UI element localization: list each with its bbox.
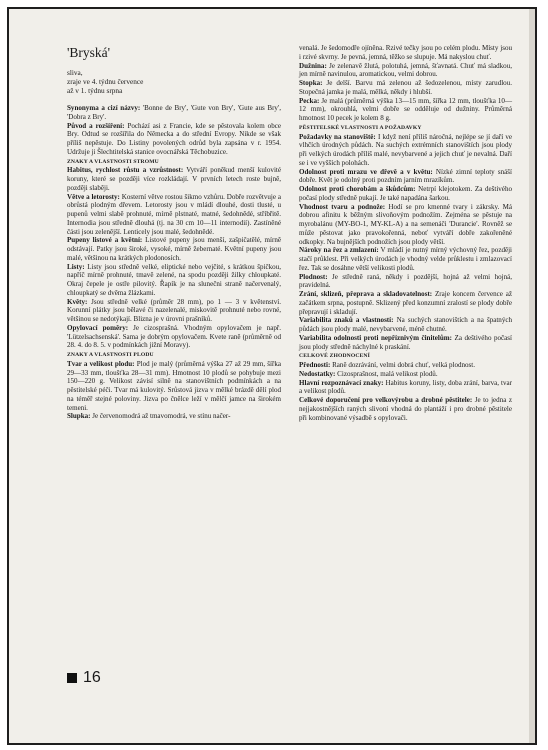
paragraph-text: Plod je malý (průměrná výška 27 až 29 mm, šířka 29—33 mm, tloušťka 28—31 mm). Hmotnost 10 plodů se pohybuje mezi 150—220 g. Velikost závisí silně na stanovištních podmínkách a na pěstitelské péči. Tvar má kulovitý. Srůstová jizva v mělké brázdě dělí plod na téměř stejné poloviny. Jizva po čnělce leží v mělčí jamce na širokém temeni. — [67, 359, 281, 412]
paragraph — [67, 324, 281, 350]
term-label: Variabilita znaků a vlastností: — [299, 316, 394, 325]
paragraph-text: Kosterní větve rostou šikmo vzhůru. Dobře rozvětvuje a obrůstá plodným dřevem. Letorosty jsou v mládí dlouhé, dosti tlusté, u pupenů velmi slabě prohnuté, mírně plstnaté, matné, šedohnědé, stříbřitě. Internodia jsou středně dlouhá (tj. na 30 cm 10—11 internodií). Zastíněné části jsou zelenější. Lenticely jsou malé, šedohnědé. — [67, 192, 281, 236]
left-column — [67, 45, 281, 421]
paragraph — [299, 203, 512, 247]
square-marker-icon — [67, 673, 77, 683]
term-label: Větve a letorosty: — [67, 192, 120, 201]
term-label: Zrání, sklizeň, přeprava a skladovatelnost: — [299, 290, 433, 298]
paragraph-text: Je zelenavě žlutá, polotuhá, jemná, šťavnatá. Chuť má sladkou, jen mírně navinulou, aromatickou, velmi dobrou. — [299, 61, 512, 79]
paragraph-text: Nízké zimní teploty snáší dobře. Květ je odolný proti pozdním jarním mrazíkům. — [299, 167, 512, 185]
paragraph — [67, 360, 281, 413]
term-label: Původ a rozšíření: — [67, 121, 125, 130]
page-number — [67, 669, 101, 687]
paragraph-text: Je to jedna z nejjakostnějších raných slivoní vhodná do plantáží i pro drobné pěstitele při kombinované výsadbě s opylovači. — [299, 396, 512, 422]
paragraph — [299, 361, 512, 370]
term-label: Květy: — [67, 297, 88, 306]
paragraph-text: Listy jsou středně velké, eliptické nebo vejčité, s krátkou špičkou, napříč mírně prohnuté, tmavě zelené, na spodu později žilky chloupkaté. Okraj čepele je ostře pilovitý. Řapík je na slunečni straně načervenalý, chloupkatý se dvěma žlázkami. — [67, 262, 281, 297]
paragraph-text: Za deštivého počasí jsou plody středně náchylné k praskání. — [299, 333, 513, 351]
paragraph — [299, 290, 512, 316]
paragraph-text: Listové pupeny jsou menší, zašpičatělé, mírně odstávají. Patky jsou široké, vysoké, mírně žebernaté. Květní pupeny jsou malé, většinou na krátkých plodonosích. — [67, 236, 281, 262]
paragraph — [299, 334, 512, 352]
right-body — [299, 44, 512, 422]
paragraph — [67, 263, 281, 298]
paragraph — [67, 166, 281, 192]
right-column — [299, 44, 512, 422]
paragraph-text: Vytváří poněkud menší kulovité koruny, které se později více rozkládají. V prvních letech roste bujně, později slaběji. — [67, 166, 281, 192]
intro-block — [67, 68, 281, 95]
paragraph — [299, 97, 512, 123]
paragraph-text: Cizosprašnost, malá velikost plodů. — [335, 369, 438, 378]
paragraph — [299, 370, 512, 379]
paragraph — [299, 62, 512, 80]
paragraph-text: Je středně raná, někdy i pozdější, hojná až velmi hojná, pravidelná. — [299, 272, 512, 290]
paragraph — [299, 316, 512, 334]
paragraph-text: Hodí se pro kmenné tvary i zákrsky. Má dobrou afinitu k běžným slivoňovým podnožím. Zejména se pěstuje na myrobalánu (MY-BO-1, MY-KL-A) a na semenáči 'Durancie'. Rovněž se může pěstovat jako pravokořenná, neboť vytváří dobře zakořeněné odkopky. Na bujnějších podnožích jsou plody větší. — [299, 202, 512, 246]
term-label: Přednosti: — [299, 361, 331, 369]
paragraph-text: Je delší. Barvu má zelenou až šedozelenou, místy zarudlou. Stopečná jamka je malá, mělká, někdy i hlubší. — [299, 79, 512, 96]
paragraph-text: Netrpí klejotokem. Za deštivého počasí plody středně pukají. Je také napadána šarkou. — [299, 185, 512, 202]
variety-title: 'Bryská' — [67, 45, 111, 60]
paragraph — [299, 246, 512, 272]
intro-line: sliva, — [67, 68, 83, 77]
section-heading: PĚSTITELSKÉ VLASTNOSTI A POŽADAVKY — [299, 124, 422, 131]
intro-line: až v 1. týdnu srpna — [67, 86, 123, 95]
paragraph-text: Jsou středně velké (průměr 28 mm), po 1 — 3 v květenství. Korunní plátky jsou bělavé či nazelenalé, miskovitě prohnuté nebo rovné, většinou se nedotýkají. Blizna je v úrovni prašníků. — [67, 297, 281, 323]
term-label: Stopka: — [299, 79, 323, 87]
paragraph — [67, 122, 281, 157]
paragraph — [299, 133, 512, 168]
paragraph-text: Je červenomodrá až tmavomodrá, ve stínu načer- — [90, 412, 231, 421]
paragraph — [67, 298, 281, 324]
term-label: Dužnina: — [299, 61, 327, 70]
term-label: Hlavní rozpoznávací znaky: — [299, 378, 384, 387]
paragraph — [299, 379, 512, 397]
term-label: Habitus, rychlost růstu a vzrůstnost: — [67, 166, 184, 175]
paragraph-text: Pochází asi z Francie, kde se pěstovala kolem obce Bry. Odtud se rozšířila do Německa a do střední Evropy. Nikde se však příliš nepěstuje. Do Listiny povolených odrůd byla zapsána v r. 1954. Udržuje ji Šlechtitelská stanice ovocnářská Těchobuzice. — [67, 121, 281, 156]
paragraph-text: V mládí je nutný mírný výchovný řez, později stačí průklest. Při velkých úrodách je vhodný velde průklestu i zmlazovací řez. Tak se dosáhne větší velikosti plodů. — [299, 246, 513, 272]
left-body — [67, 104, 281, 421]
page-number-text: 16 — [83, 669, 101, 686]
paragraph-text: Je malá (průměrná výška 13—15 mm, šířka 12 mm, tloušťka 10—12 mm), okrouhlá, velmi dobře se odděluje od dužniny. Průměrná hmotnost 10 pecek je kolem 8 g. — [299, 96, 512, 122]
term-label: Slupka: — [67, 412, 91, 421]
paragraph — [299, 44, 512, 62]
term-label: Celkové doporučení pro velkovýrobu a drobné pěstitele: — [299, 396, 473, 404]
term-label: Nároky na řez a zmlazení: — [299, 246, 379, 255]
paragraph-text: Habitus koruny, listy, doba zrání, barva, tvar a velikost plodů. — [299, 378, 513, 396]
paragraph-text: Zraje koncem července až začátkem srpna, postupně. Sklizený před konzumní zralostí se plody dobře přepravují i skladují. — [299, 290, 512, 316]
term-label: Variabilita odolnosti proti nepříznivým činitelům: — [299, 333, 452, 342]
term-label: Synonyma a cizí názvy: — [67, 104, 141, 112]
paragraph — [67, 104, 281, 122]
paragraph — [67, 236, 281, 262]
paragraph — [67, 193, 281, 237]
paragraph-text: Je cizosprašná. Vhodným opylovačem je např. 'Lützelsachsenská'. Sama je dobrým opylovačem. Kvete raně (průměrně od 28. 4. do 8. 5. v podmínkách jižní Moravy). — [67, 323, 281, 350]
paragraph — [299, 396, 512, 422]
intro-line: zraje ve 4. týdnu července — [67, 77, 144, 86]
term-label: Vhodnost tvaru a podnože: — [299, 202, 386, 211]
section-heading: CELKOVÉ ZHODNOCENÍ — [299, 353, 370, 360]
term-label: Pecka: — [299, 96, 320, 105]
paragraph-text: Na suchých stanovištích a na špatných půdách jsou plody malé, nevybarvené, méně chutné. — [299, 316, 512, 333]
term-label: Odolnost proti mrazu ve dřevě a v květu: — [299, 167, 433, 176]
paragraph-text: Raně dozrávání, velmi dobrá chuť, velká plodnost. — [330, 361, 476, 369]
paragraph — [67, 412, 281, 421]
paragraph — [299, 273, 512, 291]
term-label: Pupeny listové a květní: — [67, 236, 143, 245]
book-page — [7, 7, 537, 745]
paragraph-text: I když není příliš náročná, nejlépe se jí daří ve vlhčích úrodných půdách. Na suchých extrémních stanovištích jsou plody při velkých úrodách příliš malé, nevybarvené a jejich chuť je nevalná. Daří se i ve vyšších polohách. — [299, 132, 512, 167]
term-label: Tvar a velikost plodu: — [67, 359, 135, 368]
paragraph — [299, 168, 512, 186]
paragraph — [299, 79, 512, 97]
paragraph — [299, 185, 512, 203]
section-heading: ZNAKY A VLASTNOSTI STROMU — [67, 158, 159, 165]
section-heading: ZNAKY A VLASTNOSTI PLODU — [67, 352, 154, 358]
paragraph-text: venalá. Je šedomodře ojíněna. Rzivé tečky jsou po celém plodu. Místy jsou i rzivé skvrny. Je pevná, jemná, těžko se slupuje. Má nakyslou chuť. — [299, 44, 512, 61]
term-label: Odolnost proti chorobám a škůdcům: — [299, 185, 416, 193]
term-label: Opylovací poměry: — [67, 323, 129, 332]
paragraph-text: 'Bonne de Bry', 'Gute von Bry', 'Gute aus Bry', 'Dobra z Bry'. — [67, 104, 281, 121]
term-label: Plodnost: — [299, 272, 328, 281]
term-label: Listy: — [67, 262, 85, 271]
term-label: Nedostatky: — [299, 369, 336, 378]
term-label: Požadavky na stanoviště: — [299, 132, 376, 141]
